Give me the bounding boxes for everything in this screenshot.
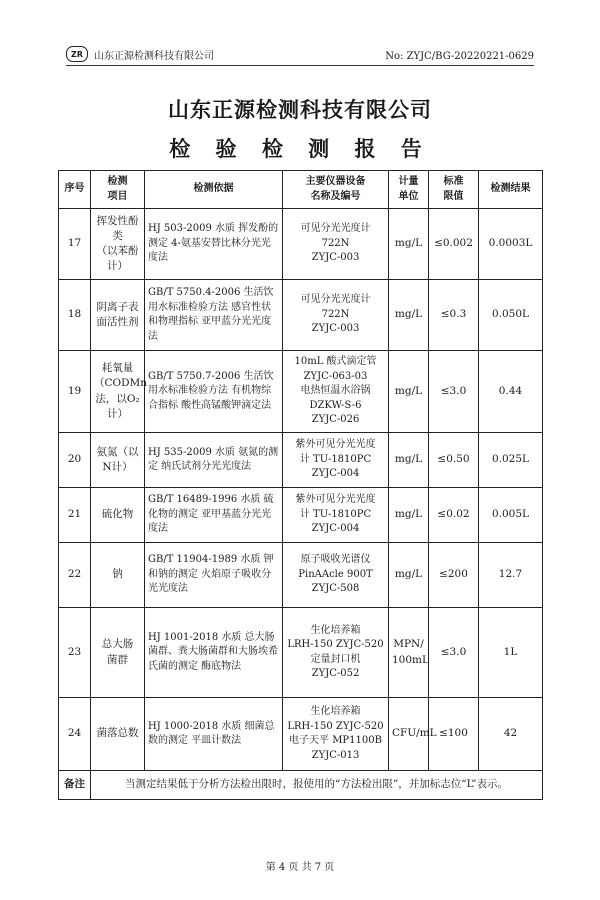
company-title: 山东正源检测科技有限公司: [168, 98, 432, 122]
row-basis: HJ 503-2009 水质 挥发酚的测定 4-氨基安替比林分光光度法: [145, 209, 283, 280]
row-unit: mg/L: [389, 280, 429, 351]
header-item: 检测 项目: [91, 171, 145, 209]
row-instrument: 生化培养箱 LRH-150 ZYJC-520 电子天平 MP1100B ZYJC-013: [283, 698, 389, 771]
row-no: 21: [59, 488, 91, 543]
header-unit: 计量 单位: [389, 171, 429, 209]
table-row: [59, 351, 543, 433]
table-row: [59, 488, 543, 543]
page-header: [66, 34, 534, 66]
row-basis: GB/T 5750.4-2006 生活饮用水标准检验方法 感官性状和物理指标 亚甲蓝分光光度法: [145, 280, 283, 351]
row-instrument: 紫外可见分光光度 计 TU-1810PC ZYJC-004: [283, 488, 389, 543]
row-item: 挥发性酚 类 （以苯酚 计）: [91, 209, 145, 280]
row-instrument: 可见分光光度计 722N ZYJC-003: [283, 280, 389, 351]
row-limit: ≤3.0: [429, 608, 479, 698]
row-no: 18: [59, 280, 91, 351]
row-no: 23: [59, 608, 91, 698]
table-row: [59, 433, 543, 488]
row-unit: mg/L: [389, 488, 429, 543]
row-item: 耗氧量 （CODMn 法，以O₂ 计）: [91, 351, 145, 433]
row-unit: mg/L: [389, 351, 429, 433]
note-row: [59, 771, 543, 800]
row-unit: mg/L: [389, 433, 429, 488]
row-instrument: 紫外可见分光光度 计 TU-1810PC ZYJC-004: [283, 433, 389, 488]
row-basis: HJ 1001-2018 水质 总大肠菌群、粪大肠菌群和大肠埃希氏菌的测定 酶底物法: [145, 608, 283, 698]
row-basis: GB/T 11904-1989 水质 钾和钠的测定 火焰原子吸收分光光度法: [145, 543, 283, 608]
row-basis: HJ 1000-2018 水质 细菌总数的测定 平皿计数法: [145, 698, 283, 771]
results-table: [58, 170, 543, 800]
header-basis: 检测依据: [145, 171, 283, 209]
row-unit: mg/L: [389, 209, 429, 280]
row-basis: GB/T 5750.7-2006 生活饮用水标准检验方法 有机物综合指标 酸性高锰酸钾滴定法: [145, 351, 283, 433]
row-result: 0.0003L: [479, 209, 543, 280]
table-row: [59, 209, 543, 280]
row-result: 0.44: [479, 351, 543, 433]
row-item: 总大肠 菌群: [91, 608, 145, 698]
row-basis: HJ 535-2009 水质 氨氮的测定 纳氏试剂分光光度法: [145, 433, 283, 488]
header-company-name: 山东正源检测科技有限公司: [94, 50, 214, 62]
note-text: 当测定结果低于分析方法检出限时，报使用的“方法检出限”，并加标志位“L”表示。: [91, 771, 543, 800]
row-instrument: 生化培养箱 LRH-150 ZYJC-520 定量封口机 ZYJC-052: [283, 608, 389, 698]
row-unit: CFU/mL: [389, 698, 429, 771]
row-basis: GB/T 16489-1996 水质 硫化物的测定 亚甲基蓝分光光度法: [145, 488, 283, 543]
row-no: 17: [59, 209, 91, 280]
table-header-row: [59, 171, 543, 209]
row-limit: ≤0.02: [429, 488, 479, 543]
row-instrument: 可见分光光度计 722N ZYJC-003: [283, 209, 389, 280]
row-no: 20: [59, 433, 91, 488]
table-row: [59, 608, 543, 698]
row-item: 阴离子表 面活性剂: [91, 280, 145, 351]
row-no: 22: [59, 543, 91, 608]
row-result: 0.050L: [479, 280, 543, 351]
table-row: [59, 280, 543, 351]
row-instrument: 原子吸收光谱仪 PinAAcle 900T ZYJC-508: [283, 543, 389, 608]
row-result: 12.7: [479, 543, 543, 608]
table-row: [59, 698, 543, 771]
row-item: 钠: [91, 543, 145, 608]
row-unit: mg/L: [389, 543, 429, 608]
report-title: 检 验 检 测 报 告: [169, 137, 431, 161]
row-limit: ≤0.002: [429, 209, 479, 280]
table-row: [59, 543, 543, 608]
row-unit: MPN/ 100mL: [389, 608, 429, 698]
row-item: 硫化物: [91, 488, 145, 543]
row-instrument: 10mL 酸式滴定管 ZYJC-063-03 电热恒温水浴锅 DZKW-S-6 ZYJC-026: [283, 351, 389, 433]
row-limit: ≤0.50: [429, 433, 479, 488]
header-no: 序号: [59, 171, 91, 209]
row-limit: ≤200: [429, 543, 479, 608]
row-result: 1L: [479, 608, 543, 698]
row-item: 菌落总数: [91, 698, 145, 771]
row-item: 氨氮（以 N计）: [91, 433, 145, 488]
row-limit: ≤0.3: [429, 280, 479, 351]
header-company-block: [66, 46, 214, 62]
row-limit: ≤3.0: [429, 351, 479, 433]
header-instrument: 主要仪器设备 名称及编号: [283, 171, 389, 209]
row-no: 19: [59, 351, 91, 433]
page-footer: 第 4 页 共 7 页: [265, 862, 335, 873]
row-limit: ≤100: [429, 698, 479, 771]
row-result: 42: [479, 698, 543, 771]
report-number: No: ZYJC/BG-20220221-0629: [385, 51, 534, 62]
row-no: 24: [59, 698, 91, 771]
row-result: 0.005L: [479, 488, 543, 543]
header-result: 检测结果: [479, 171, 543, 209]
note-label: 备注: [59, 771, 91, 800]
company-logo: ZR: [66, 46, 88, 62]
row-result: 0.025L: [479, 433, 543, 488]
header-limit: 标准 限值: [429, 171, 479, 209]
